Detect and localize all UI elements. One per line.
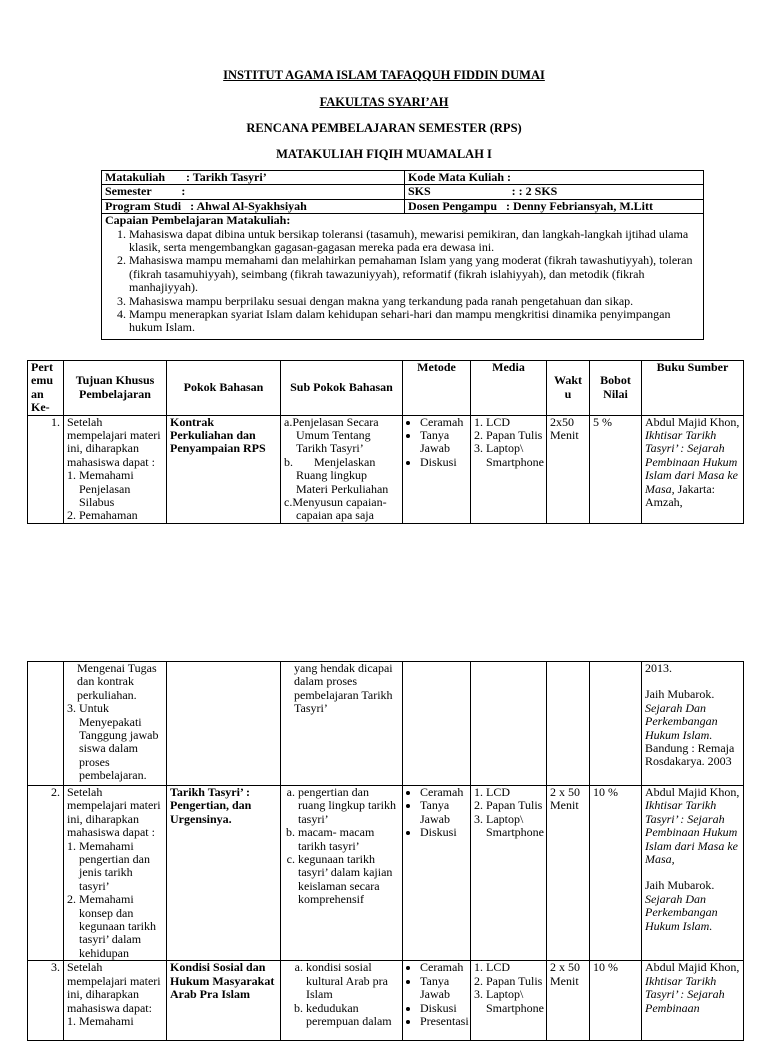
metode-item: • Presentasi (420, 1015, 467, 1028)
capaian-item: 4. Mampu menerapkan syariat Islam dalam kehidupan sehari-hari dan mampu mengkritisi dinamika penyimpangan hukum Islam. (129, 308, 700, 335)
waktu-cell: 2 x 50 Menit (547, 786, 590, 961)
tujuan-item: 2. Memahami konsep dan kegunaan tarikh tasyri’ dalam kehidupan (67, 892, 156, 960)
buku-title: Ikhtisar Tarikh Tasyri’ : Sejarah Pembinaan Hukum Islam dari Masa ke Masa, (645, 428, 738, 496)
buku-year: 2013. (645, 661, 672, 675)
buku-author: Jaih Mubarok. (645, 878, 715, 893)
metode-item: • Diskusi (420, 826, 467, 839)
header-metode: Metode (403, 361, 471, 416)
buku-author: Abdul Majid Khon, (645, 414, 740, 429)
media-item: 2. Papan Tulis (474, 798, 543, 813)
buku-publisher: Jakarta: Amzah, (645, 481, 715, 510)
buku-title: Ikhtisar Tarikh Tasyri’ : Sejarah Pembinaan (645, 973, 725, 1015)
rps-table-page-1 (27, 360, 744, 524)
bobot-cell: 10 % (590, 961, 642, 1041)
sub-cell (281, 662, 403, 786)
buku-title: Sejarah Dan Perkembangan Hukum Islam. (645, 700, 718, 742)
document-title: RENCANA PEMBELAJARAN SEMESTER (RPS) (246, 121, 522, 135)
sub-item: c. kegunaan tarikh tasyri’ dalam kajian keislaman secara komprehensif (298, 853, 399, 907)
media-item: 3. Laptop\ Smartphone (474, 441, 544, 469)
institution-heading: INSTITUT AGAMA ISLAM TAFAQQUH FIDDIN DUMAI (223, 68, 545, 82)
header-bobot: Bobot Nilai (590, 361, 642, 416)
header-media: Media (471, 361, 547, 416)
matakuliah-cell: Matakuliah : Tarikh Tasyri’ (102, 171, 405, 185)
capaian-item: 1. Mahasiswa dapat dibina untuk bersikap toleransi (tasamuh), mewarisi pemikiran, dan langkah-langkah ijtihad ulama klasik, serta mengembangkan gagasan-gagasan mereka pada era dewasa ini. (129, 228, 700, 255)
bobot-cell (590, 662, 642, 786)
metode-item: • Tanya Jawab (420, 429, 467, 456)
tujuan-cell (64, 662, 167, 786)
metode-cell (403, 662, 471, 786)
header-waktu: Wakt u (547, 361, 590, 416)
media-cell (471, 415, 547, 523)
buku-publisher: Bandung : Remaja Rosdakarya. 2003 (645, 741, 735, 769)
metode-cell (403, 961, 471, 1041)
buku-author: Abdul Majid Khon, (645, 785, 740, 799)
sub-item: b. Menjelaskan Ruang lingkup Materi Perkuliahan (284, 454, 389, 496)
media-cell (471, 961, 547, 1041)
prodi-cell: Program Studi : Ahwal Al-Syakhsiyah (102, 199, 405, 213)
course-info-table (101, 170, 704, 340)
capaian-item: 2. Mahasiswa mampu memahami dan melahirkan pemahaman Islam yang yang moderat (fikrah tawashutiyyah), toleran (fikrah tasamuhiyyah), seimbang (fikrah tawazuniyyah), reformatif (fikrah islahiyyah), dan metodik (fikrah manhajiyyah). (129, 254, 700, 294)
metode-item: • Ceramah (420, 416, 467, 429)
tujuan-item: 3. Untuk Menyepakati Tanggung jawab siswa dalam proses pembelajaran. (67, 701, 159, 783)
media-item: 2. Papan Tulis (474, 428, 543, 443)
media-item: 2. Papan Tulis (474, 973, 543, 988)
tujuan-item: 1. Memahami Penjelasan Silabus (67, 468, 134, 510)
sub-item: a. kondisi sosial kultural Arab pra Islam (306, 961, 399, 1001)
sub-item: a. pengertian dan ruang lingkup tarikh tasyri’ (298, 786, 399, 826)
buku-title: Sejarah Dan Perkembangan Hukum Islam. (645, 891, 718, 933)
capaian-list (105, 228, 700, 335)
document-page-2 (0, 660, 768, 1028)
pokok-cell: Tarikh Tasyri’ : Pengertian, dan Urgensinya. (167, 786, 281, 961)
metode-item: • Tanya Jawab (420, 975, 467, 1002)
metode-item: • Ceramah (420, 961, 467, 974)
waktu-cell: 2 x 50 Menit (547, 961, 590, 1041)
buku-title: Ikhtisar Tarikh Tasyri’ : Sejarah Pembinaan Hukum Islam dari Masa ke Masa, (645, 798, 738, 867)
sub-item: c.Menyusun capaian-capaian apa saja (284, 495, 387, 523)
row-number (28, 662, 64, 786)
buku-cell (642, 786, 744, 961)
semester-cell: Semester : (102, 185, 405, 199)
tujuan-intro: Setelah mempelajari materi ini, diharapkan mahasiswa dapat : (67, 785, 161, 840)
header-tujuan: Tujuan Khusus Pembelajaran (64, 361, 167, 416)
pokok-cell: Kontrak Perkuliahan dan Penyampaian RPS (167, 415, 281, 523)
waktu-cell: 2x50 Menit (547, 415, 590, 523)
metode-cell (403, 415, 471, 523)
capaian-label: Capaian Pembelajaran Matakuliah: (105, 213, 291, 228)
metode-item: • Diskusi (420, 456, 467, 469)
buku-cell (642, 662, 744, 786)
buku-cell (642, 415, 744, 523)
media-item: 1. LCD (474, 414, 510, 429)
header-buku: Buku Sumber (642, 361, 744, 416)
header-pokok: Pokok Bahasan (167, 361, 281, 416)
header-pertemuan: Pert emu an Ke- (28, 361, 64, 416)
media-cell (471, 786, 547, 961)
tujuan-item: 2. Pemahaman (67, 508, 138, 523)
tujuan-intro: Setelah mempelajari materi ini, diharapkan mahasiswa dapat : (67, 414, 161, 469)
buku-cell (642, 961, 744, 1041)
bobot-cell: 10 % (590, 786, 642, 961)
row-number: 2. (28, 786, 64, 961)
sub-cell (281, 415, 403, 523)
metode-item: • Tanya Jawab (420, 799, 467, 826)
capaian-item: 3. Mahasiswa mampu berprilaku sesuai dengan makna yang terkandung pada ranah pengetahuan dan sikap. (129, 295, 700, 308)
row-number: 1. (28, 415, 64, 523)
pokok-cell: Kondisi Sosial dan Hukum Masyarakat Arab Pra Islam (167, 961, 281, 1041)
page-gap (0, 530, 768, 660)
media-item: 1. LCD (474, 960, 510, 975)
kode-cell: Kode Mata Kuliah : (405, 171, 704, 185)
sks-cell: SKS : : 2 SKS (405, 185, 704, 199)
metode-item: • Ceramah (420, 786, 467, 799)
tujuan-intro: Setelah mempelajari materi ini, diharapkan mahasiswa dapat: (67, 960, 161, 1015)
course-title: MATAKULIAH FIQIH MUAMALAH I (276, 147, 492, 161)
media-item: 1. LCD (474, 785, 510, 799)
capaian-cell (102, 214, 704, 340)
row-number: 3. (28, 961, 64, 1041)
media-cell (471, 662, 547, 786)
dosen-cell: Dosen Pengampu : Denny Febriansyah, M.Litt (405, 199, 704, 213)
metode-item: • Diskusi (420, 1002, 467, 1015)
metode-cell (403, 786, 471, 961)
sub-item: b. kedudukan perempuan dalam (306, 1002, 399, 1029)
tujuan-item: Mengenai Tugas dan kontrak perkuliahan. (77, 661, 157, 702)
tujuan-cell (64, 415, 167, 523)
buku-author: Abdul Majid Khon, (645, 960, 740, 975)
bobot-cell: 5 % (590, 415, 642, 523)
sub-item: a.Penjelasan Secara Umum Tentang Tarikh Tasyri’ (284, 414, 379, 456)
sub-cell (281, 961, 403, 1041)
rps-table-page-2 (27, 661, 744, 1041)
waktu-cell (547, 662, 590, 786)
tujuan-cell (64, 786, 167, 961)
media-item: 3. Laptop\ Smartphone (474, 987, 544, 1015)
faculty-heading: FAKULTAS SYARI’AH (319, 95, 449, 109)
sub-cell (281, 786, 403, 961)
header-sub: Sub Pokok Bahasan (281, 361, 403, 416)
tujuan-item: 1. Memahami (67, 1013, 134, 1028)
pokok-cell (167, 662, 281, 786)
buku-author: Jaih Mubarok. (645, 687, 715, 702)
tujuan-cell (64, 961, 167, 1041)
tujuan-item: 1. Memahami pengertian dan jenis tarikh tasyri’ (67, 838, 150, 893)
sub-item: yang hendak dicapai dalam proses pembelajaran Tarikh Tasyri’ (294, 661, 393, 716)
media-item: 3. Laptop\ Smartphone (474, 811, 544, 840)
sub-item: b. macam- macam tarikh tasyri’ (298, 826, 399, 853)
